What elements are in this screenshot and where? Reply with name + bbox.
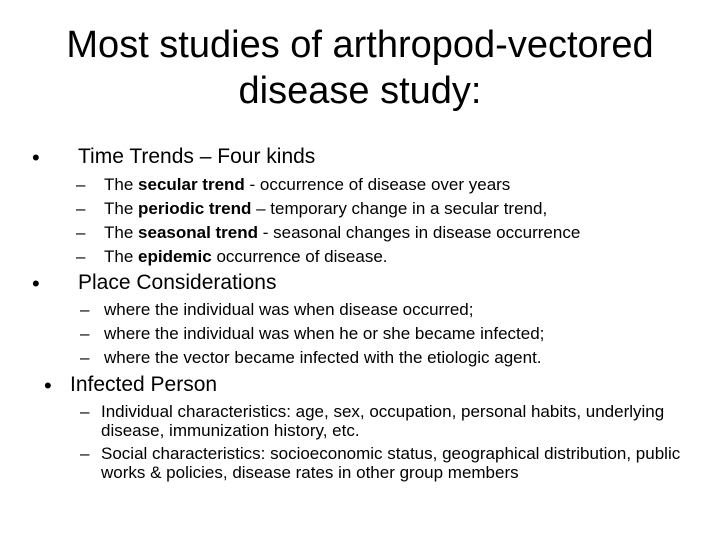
list-item: The seasonal trend - seasonal changes in disease occurrence: [104, 223, 581, 242]
list-item: Individual characteristics: age, sex, occupation, personal habits, underlying disease, immunization history, etc.: [101, 402, 665, 440]
list-item: where the individual was when he or she became infected;: [104, 324, 545, 343]
bullet-icon: •: [32, 271, 40, 296]
dash-icon: –: [80, 300, 90, 319]
list-item: where the individual was when disease occurred;: [104, 300, 474, 319]
dash-icon: –: [76, 223, 86, 242]
list-item: The secular trend - occurrence of disease over years: [104, 175, 511, 194]
dash-icon: –: [76, 199, 86, 218]
list-item: Social characteristics: socioeconomic status, geographical distribution, public works & policies, disease rates in other group members: [101, 444, 681, 482]
section-heading-time-trends: Time Trends – Four kinds: [78, 145, 316, 168]
bullet-icon: •: [32, 145, 40, 170]
dash-icon: –: [80, 444, 90, 463]
term-label: epidemic: [138, 247, 212, 266]
dash-icon: –: [80, 324, 90, 343]
list-item: The epidemic occurrence of disease.: [104, 247, 388, 266]
bullet-icon: •: [44, 373, 52, 398]
section-heading-infected-person: Infected Person: [70, 373, 218, 396]
term-label: periodic trend: [138, 199, 252, 218]
slide-title: Most studies of arthropod-vectored disease study:: [66, 24, 654, 112]
section-heading-place: Place Considerations: [78, 271, 277, 294]
dash-icon: –: [76, 247, 86, 266]
dash-icon: –: [80, 348, 90, 367]
dash-icon: –: [76, 175, 86, 194]
list-item: where the vector became infected with the etiologic agent.: [104, 348, 542, 367]
dash-icon: –: [80, 402, 90, 421]
list-item: The periodic trend – temporary change in a secular trend,: [104, 199, 548, 218]
term-label: seasonal trend: [138, 223, 259, 242]
term-label: secular trend: [138, 175, 245, 194]
